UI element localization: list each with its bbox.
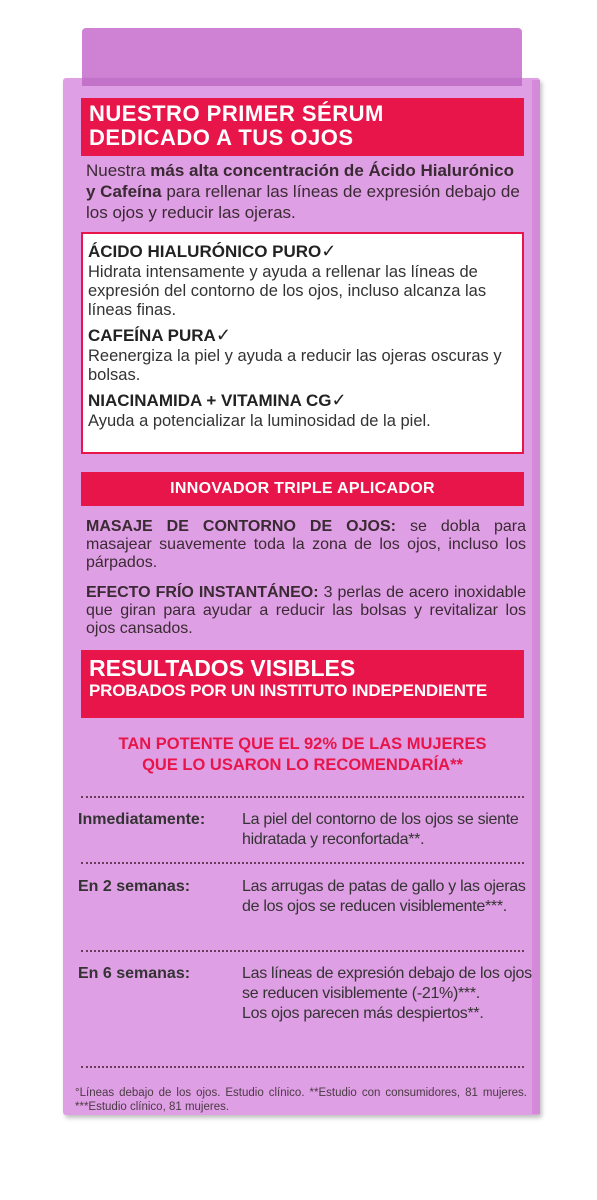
applicator-header: INNOVADOR TRIPLE APLICADOR xyxy=(81,472,524,506)
applicator-text: 3 perlas de acero inoxidable que giran para ayudar a reducir las bolsas y revitalizar los ojos cansados. xyxy=(86,584,527,637)
applicator-text: se dobla para masajear suavemente toda la zona de los ojos, incluso los párpados. xyxy=(86,518,527,571)
applicator-item-cold xyxy=(86,584,526,638)
applicator-label: MASAJE DE CONTORNO DE OJOS: xyxy=(86,518,396,535)
recommendation-claim xyxy=(81,734,524,776)
ingredient-text: Reenergiza la piel y ayuda a reducir las ojeras oscuras y bolsas. xyxy=(88,347,502,384)
ingredient-title xyxy=(88,324,516,347)
ingredient-title xyxy=(88,389,516,412)
ingredient-name: NIACINAMIDA + VITAMINA CG xyxy=(88,391,332,410)
results-subtitle: PROBADOS POR UN INSTITUTO INDEPENDIENTE xyxy=(89,681,488,700)
intro-bold: más alta concentración de Ácido Hialurónico y Cafeína xyxy=(86,161,514,201)
ingredient-text: Hidrata intensamente y ayuda a rellenar las líneas de expresión del contorno de los ojos, incluso alcanza las líneas finas. xyxy=(88,263,487,319)
intro-text xyxy=(86,160,526,223)
divider xyxy=(81,796,524,798)
result-text: Las arrugas de patas de gallo y las ojeras de los ojos se reducen visiblemente***. xyxy=(242,878,526,915)
footnote: °Líneas debajo de los ojos. Estudio clínico. **Estudio con consumidores, 81 mujeres. ***Estudio clínico, 81 mujeres. xyxy=(75,1087,527,1113)
result-timing: Inmediatamente: xyxy=(78,811,206,828)
ingredient-name: ÁCIDO HIALURÓNICO PURO xyxy=(88,242,322,261)
intro-part-1: Nuestra xyxy=(86,161,151,180)
check-icon: ✓ xyxy=(331,390,347,410)
main-header xyxy=(81,98,524,156)
ingredient-name: CAFEÍNA PURA xyxy=(88,326,216,345)
claim-line-1: TAN POTENTE QUE EL 92% DE LAS MUJERES xyxy=(118,735,487,753)
claim-line-2: QUE LO USARON LO RECOMENDARÍA** xyxy=(142,756,463,774)
check-icon: ✓ xyxy=(215,325,231,345)
results-title: RESULTADOS VISIBLES xyxy=(89,655,356,681)
ingredient-title xyxy=(88,240,516,263)
header-line-2: DEDICADO A TUS OJOS xyxy=(89,125,354,150)
result-text xyxy=(242,964,532,1024)
applicator-label: EFECTO FRÍO INSTANTÁNEO: xyxy=(86,584,319,601)
result-timing: En 2 semanas: xyxy=(78,878,191,895)
header-line-1: NUESTRO PRIMER SÉRUM xyxy=(89,101,384,126)
result-text: La piel del contorno de los ojos se siente hidratada y reconfortada**. xyxy=(242,811,519,848)
result-timing: En 6 semanas: xyxy=(78,965,191,982)
ingredient-text: Ayuda a potencializar la luminosidad de la piel. xyxy=(88,412,431,430)
box-side xyxy=(532,80,540,1114)
results-header xyxy=(81,650,524,718)
result-text-main: Las líneas de expresión debajo de los ojos se reducen visiblemente (-21%)***. xyxy=(242,965,532,1002)
result-text-extra: Los ojos parecen más despiertos**. xyxy=(242,1005,484,1022)
check-icon: ✓ xyxy=(321,241,337,261)
divider xyxy=(81,1066,524,1068)
ingredients-panel xyxy=(81,232,524,454)
applicator-item-massage xyxy=(86,518,526,572)
intro-part-2: para rellenar las líneas de expresión debajo de los ojos y reducir las ojeras. xyxy=(86,182,520,222)
divider xyxy=(81,950,524,952)
box-lid-edge xyxy=(82,78,522,86)
divider xyxy=(81,862,524,864)
